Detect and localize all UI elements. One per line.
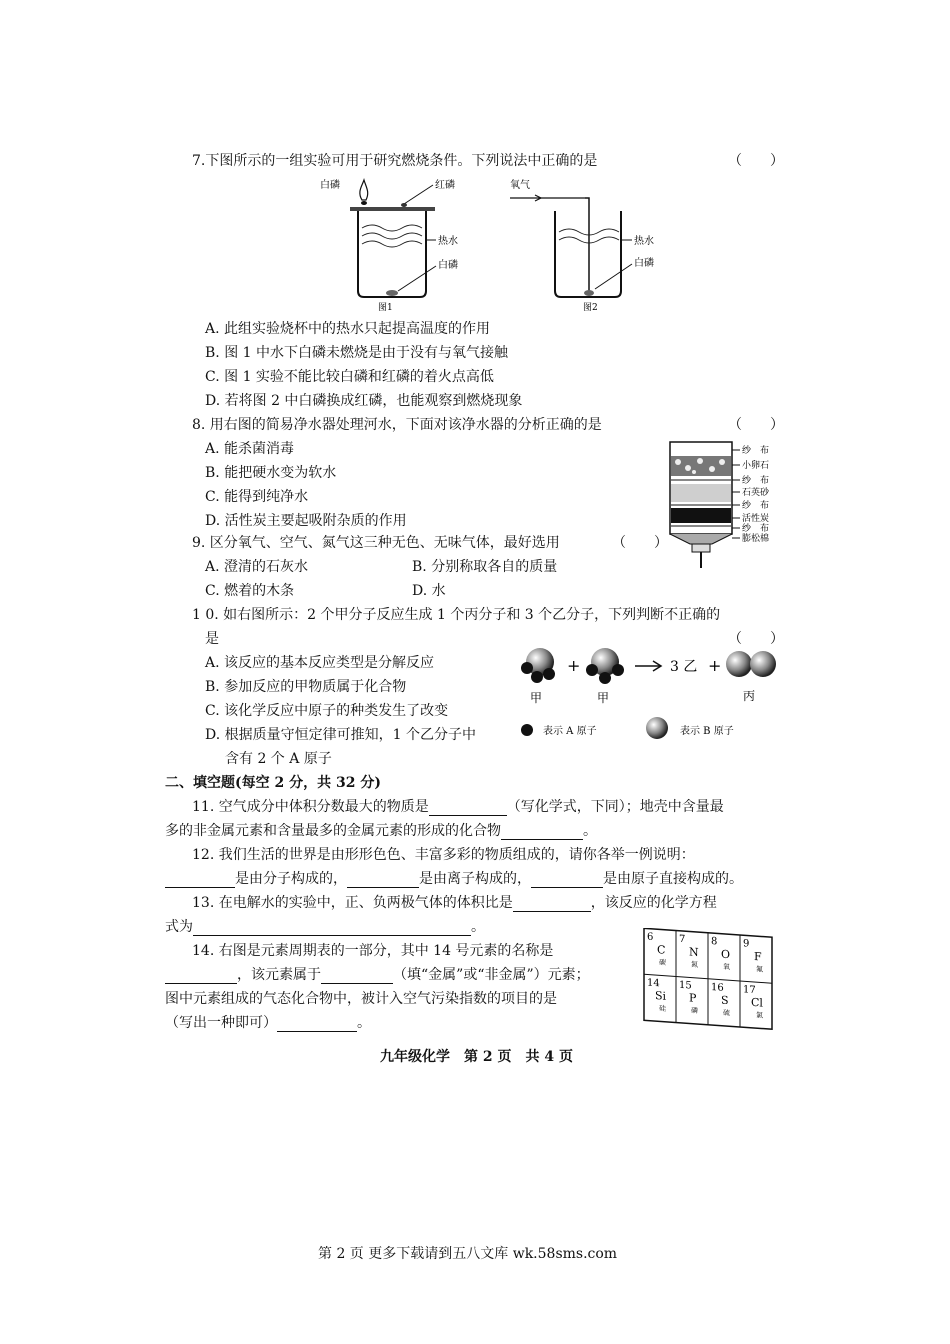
q9-answer-paren: （ ） xyxy=(612,535,668,551)
el-8-sym: O xyxy=(721,947,731,962)
q13-blank-2[interactable] xyxy=(193,921,471,936)
q13-line2 xyxy=(165,916,485,936)
q7-stem: 7.下图所示的一组实验可用于研究燃烧条件。下列说法中正确的是 xyxy=(192,153,598,169)
q7-option-b: B. 图 1 中水下白磷未燃烧是由于没有与氧气接触 xyxy=(205,345,508,361)
q12-blank-2[interactable] xyxy=(347,873,419,888)
q13-text-b: ，该反应的化学方程 xyxy=(590,895,717,911)
q14-text-c: （写出一种即可） xyxy=(165,1015,277,1031)
el-6-num: 6 xyxy=(647,931,654,943)
q14-blank-1[interactable] xyxy=(165,969,237,984)
el-7-name: 氮 xyxy=(691,960,698,970)
beaker-2 xyxy=(555,211,621,297)
q11-line2 xyxy=(165,820,597,840)
q7-option-a: A. 此组实验烧杯中的热水只起提高温度的作用 xyxy=(205,321,491,337)
q12-text-c: 是由原子直接构成的。 xyxy=(603,871,743,887)
q8-option-d: D. 活性炭主要起吸附杂质的作用 xyxy=(205,513,407,529)
el-15-name: 磷 xyxy=(691,1006,698,1016)
el-16-name: 硫 xyxy=(723,1008,730,1018)
q9-option-a: A. 澄清的石灰水 xyxy=(205,559,309,575)
q14-text-a: ，该元素属于 xyxy=(237,967,321,983)
el-15-num: 15 xyxy=(679,979,692,992)
fig2-white-phosphorus-label: 白磷 xyxy=(634,258,654,269)
q11-blank-2[interactable] xyxy=(501,825,583,840)
el-7-sym: N xyxy=(689,945,699,960)
q9-option-d: D. 水 xyxy=(412,583,446,599)
q13-text-a: 13. 在电解水的实验中，正、负两极气体的体积比是 xyxy=(192,895,513,911)
q7-option-d: D. 若将图 2 中白磷换成红磷，也能观察到燃烧现象 xyxy=(205,393,523,409)
fig2-caption: 图2 xyxy=(583,303,598,313)
q13-text-c: 式为 xyxy=(165,919,193,935)
q12-blank-1[interactable] xyxy=(165,873,235,888)
fig1-white-phosphorus-bottom-label: 白磷 xyxy=(438,260,458,271)
product-yi: 3 乙 xyxy=(670,659,698,675)
el-17-name: 氯 xyxy=(756,1011,763,1020)
q10-answer-paren: （ ） xyxy=(728,631,784,647)
q14-line3: 图中元素组成的气态化合物中，被计入空气污染指数的项目的是 xyxy=(165,991,557,1007)
fig2-oxygen-label: 氧气 xyxy=(510,180,530,191)
q8-option-b: B. 能把硬水变为软水 xyxy=(205,465,337,481)
q14-blank-3[interactable] xyxy=(277,1017,357,1032)
q11-text-c: 多的非金属元素和含量最多的金属元素的形成的化合物 xyxy=(165,823,501,839)
legend-b-text: 表示 B 原子 xyxy=(680,726,734,737)
el-8-num: 8 xyxy=(711,935,718,948)
section-2-heading: 二、填空题(每空 2 分，共 32 分) xyxy=(165,775,381,791)
layer-activated-carbon: 活性炭 xyxy=(742,514,770,524)
el-17-num: 17 xyxy=(743,984,756,997)
copper-plate xyxy=(350,207,435,211)
fig1-white-phosphorus-label: 白磷 xyxy=(320,180,340,191)
beaker-1 xyxy=(358,211,426,297)
el-16-sym: S xyxy=(721,993,729,1008)
q7-figure-1 xyxy=(300,176,480,314)
layer-quartz-sand: 石英砂 xyxy=(742,488,770,498)
q13-blank-1[interactable] xyxy=(513,897,591,912)
legend-b-atom xyxy=(646,717,668,739)
layer-gauze-4: 纱 布 xyxy=(742,524,770,534)
q12-line1: 12. 我们生活的世界是由形形色色、丰富多彩的物质组成的，请你各举一例说明： xyxy=(192,847,695,863)
site-footer: 第 2 页 更多下载请到五八文库 wk.58sms.com xyxy=(318,1246,618,1262)
oxygen-tube xyxy=(585,198,589,292)
q14-text-b: （填“金属”或“非金属”）元素； xyxy=(393,967,590,983)
q7-figure-2 xyxy=(505,176,675,314)
q8-option-c: C. 能得到纯净水 xyxy=(205,489,309,505)
fig1-hot-water-label: 热水 xyxy=(438,236,458,247)
q9-option-c: C. 燃着的木条 xyxy=(205,583,295,599)
q11-blank-1[interactable] xyxy=(429,801,507,816)
fig2-hot-water-label: 热水 xyxy=(634,236,654,247)
jia-a-atom xyxy=(612,664,624,676)
q10-stem-line1: 1 0. 如右图所示：2 个甲分子反应生成 1 个丙分子和 3 个乙分子，下列判断不正确的 xyxy=(192,607,721,623)
q11-text-d: 。 xyxy=(583,823,597,839)
q13-line1 xyxy=(192,892,717,912)
el-7-num: 7 xyxy=(679,933,686,946)
q11-text-a: 11. 空气成分中体积分数最大的物质是 xyxy=(192,799,429,815)
reaction-diagram xyxy=(515,638,785,750)
jia-a-atom xyxy=(531,671,543,683)
q10-stem-line2: 是 xyxy=(205,631,219,647)
q14-blank-2[interactable] xyxy=(321,969,393,984)
page-footer: 九年级化学 第 2 页 共 4 页 xyxy=(380,1049,573,1065)
jia-a-atom xyxy=(586,664,598,676)
el-9-sym: F xyxy=(754,949,762,964)
q10-option-d-continued: 含有 2 个 A 原子 xyxy=(225,751,332,767)
q14-line4 xyxy=(165,1012,371,1032)
q8-stem: 8. 用右图的简易净水器处理河水，下面对该净水器的分析正确的是 xyxy=(192,417,602,433)
q11-text-b: （写化学式，下同）；地壳中含量最 xyxy=(506,799,724,815)
jia-a-atom xyxy=(599,672,611,684)
label-bing: 丙 xyxy=(743,689,756,703)
q8-option-a: A. 能杀菌消毒 xyxy=(205,441,295,457)
el-17-sym: Cl xyxy=(751,995,763,1010)
el-6-sym: C xyxy=(657,943,666,957)
q14-line2 xyxy=(165,964,590,984)
water-purifier-figure xyxy=(660,440,780,580)
fig1-red-phosphorus-label: 红磷 xyxy=(435,180,455,191)
el-9-name: 氟 xyxy=(756,965,763,974)
bing-b-atom xyxy=(726,651,752,677)
layer-gauze-2: 纱 布 xyxy=(742,476,770,486)
q10-option-b: B. 参加反应的甲物质属于化合物 xyxy=(205,679,407,695)
label-jia-2: 甲 xyxy=(597,691,610,705)
q10-option-a: A. 该反应的基本反应类型是分解反应 xyxy=(205,655,435,671)
el-9-num: 9 xyxy=(743,938,750,950)
jia-a-atom xyxy=(521,662,533,674)
layer-gauze-3: 纱 布 xyxy=(742,501,770,511)
q8-answer-paren: （ ） xyxy=(728,417,784,433)
layer-gauze-1: 纱 布 xyxy=(742,446,770,456)
q12-text-b: 是由离子构成的， xyxy=(419,871,531,887)
q7-answer-paren: （ ） xyxy=(728,153,784,169)
q12-line2 xyxy=(165,868,743,888)
el-6-name: 碳 xyxy=(659,958,666,967)
q10-option-d: D. 根据质量守恒定律可推知，1 个乙分子中 xyxy=(205,727,476,743)
el-14-name: 硅 xyxy=(659,1004,666,1013)
el-15-sym: P xyxy=(689,991,697,1005)
q9-stem: 9. 区分氧气、空气、氮气这三种无色、无味气体，最好选用 xyxy=(192,535,560,551)
el-8-name: 氧 xyxy=(723,962,730,972)
periodic-table-fragment xyxy=(640,928,782,1040)
q14-text-d: 。 xyxy=(357,1015,371,1031)
fig1-caption: 图1 xyxy=(378,303,393,313)
q7-option-c: C. 图 1 实验不能比较白磷和红磷的着火点高低 xyxy=(205,369,494,385)
bing-b-atom xyxy=(750,651,776,677)
legend-a-text: 表示 A 原子 xyxy=(543,726,597,737)
q11-line1 xyxy=(192,796,724,816)
layer-cotton: 膨松棉 xyxy=(742,534,770,544)
layer-pebbles: 小卵石 xyxy=(742,461,770,471)
q12-text-a: 是由分子构成的， xyxy=(235,871,347,887)
el-14-sym: Si xyxy=(655,989,667,1003)
el-14-num: 14 xyxy=(647,977,660,990)
el-16-num: 16 xyxy=(711,981,724,994)
q10-option-c: C. 该化学反应中原子的种类发生了改变 xyxy=(205,703,449,719)
legend-a-atom xyxy=(521,724,533,736)
label-jia-1: 甲 xyxy=(530,691,543,705)
flame-icon xyxy=(360,180,368,200)
q14-line1: 14. 右图是元素周期表的一部分，其中 14 号元素的名称是 xyxy=(192,943,554,959)
q13-text-d: 。 xyxy=(471,919,485,935)
plus-sign-1: + xyxy=(567,656,581,675)
q12-blank-3[interactable] xyxy=(531,873,603,888)
q9-option-b: B. 分别称取各自的质量 xyxy=(412,559,558,575)
plus-sign-2: + xyxy=(708,656,722,675)
jia-a-atom xyxy=(543,668,555,680)
